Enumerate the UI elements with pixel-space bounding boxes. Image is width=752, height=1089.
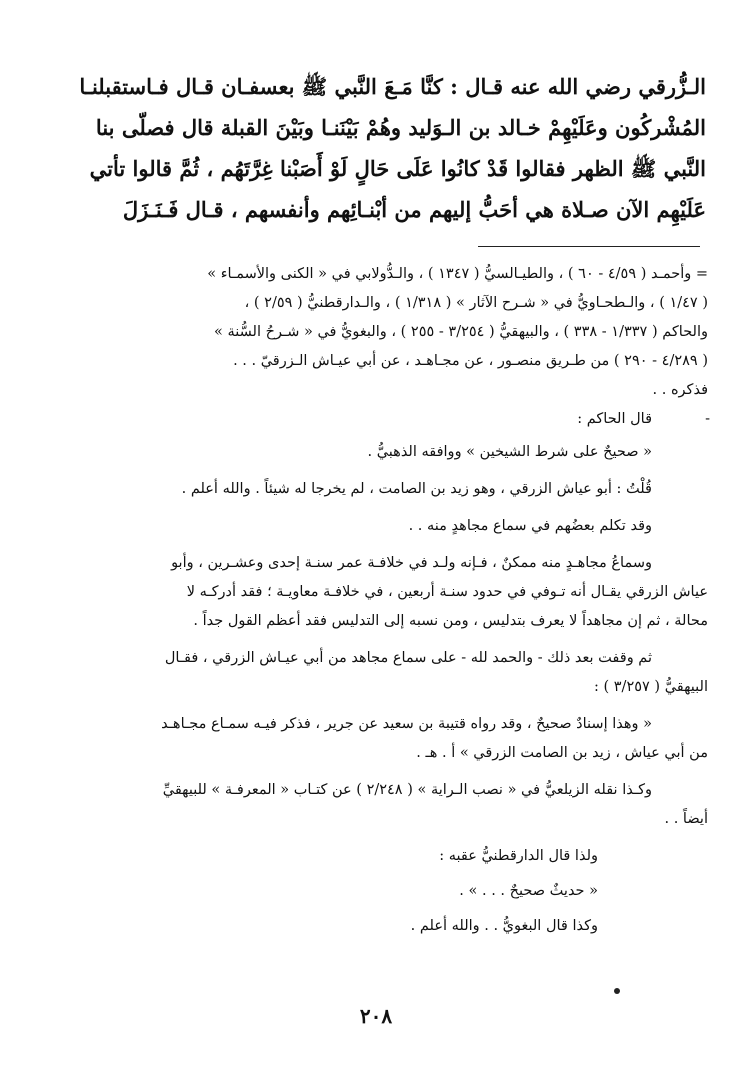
- isnad-line: « وهذا إسنادٌ صحيحٌ ، وقد رواه قتيبة بن سعيد عن جرير ، فذكر فيـه سمـاع مجـاهـد: [161, 716, 652, 732]
- footnote-line: ( ١/٤٧ ) ، والـطحـاويُّ في « شـرح الآثار » ( ١/٣١٨ ) ، والـدارقطنيُّ ( ٢/٥٩ ) ،: [244, 295, 708, 311]
- zaylai-paragraph: [40, 776, 708, 834]
- main-text-line: المُشْركُون وعَلَيْهِمْ خـالد بن الـوَليد وهُمْ بَيْنَنـا وبَيْنَ القبلة قال فصلّى بنا: [95, 115, 706, 140]
- dash-marker: -: [705, 411, 710, 427]
- footnote-line: = وأحمـد ( ٤/٥٩ - ٦٠ ) ، والطيـالسيُّ ( ١٣٤٧ ) ، والـدُّولابي في « الكنى والأسمـاء »: [207, 266, 708, 282]
- sama-line: عياش الزرقي يقـال أنه تـوفي في حدود سنـة أربعين ، في خلافـة معاويـة ؛ فقد أدركـه لا: [186, 584, 708, 600]
- footnote-line: فذكره . .: [652, 382, 708, 398]
- qultu-line: قُلْتُ : أبو عياش الزرقي ، وهو زيد بن الصامت ، لم يخرجا له شيئاً . والله أعلم .: [181, 481, 652, 497]
- baghawi-line: وكذا قال البغويُّ . . والله أعلم .: [410, 918, 598, 934]
- main-text: [42, 66, 706, 230]
- main-text-line: عَلَيْهِم الآن صـلاة هي أحَبُّ إليهم من أبْنـائِهم وأنفسهم ، قـال فَـنَـزَلَ: [122, 197, 706, 222]
- footnote-line: ( ٤/٢٨٩ - ٢٩٠ ) من طـريق منصـور ، عن مجـاهـد ، عن أبي عيـاش الـزرقيّ . . .: [233, 353, 708, 369]
- daraqutni-label: ولذا قال الدارقطنيُّ عقبه :: [439, 848, 598, 864]
- hakim-quote: « صحيحٌ على شرط الشيخين » ووافقه الذهبيُّ .: [367, 444, 652, 460]
- waqaftu-line: ثم وقفت بعد ذلك - والحمد لله - على سماع مجاهد من أبي عيـاش الزرقي ، فقـال: [164, 650, 652, 666]
- hakim-paragraph: [40, 405, 708, 467]
- hakim-label: قال الحاكم :: [577, 411, 652, 427]
- waqaftu-paragraph: [40, 644, 708, 702]
- footnotes: [40, 260, 708, 949]
- footnote-references: [40, 260, 708, 405]
- footnote-separator: [478, 246, 700, 247]
- zaylai-line: وكـذا نقله الزيلعيُّ في « نصب الـراية » ( ٢/٢٤٨ ) عن كتـاب « المعرفـة » للبيهقيِّ: [162, 782, 652, 798]
- footnote-line: والحاكم ( ١/٣٣٧ - ٣٣٨ ) ، والبيهقيُّ ( ٣/٢٥٤ - ٢٥٥ ) ، والبغويُّ في « شـرحُ السُّنة »: [213, 324, 708, 340]
- main-text-line: الـزُّرقي رضي الله عنه قـال : كنَّا مَـعَ النَّبي ﷺ بعسفـان قـال فـاستقبلنـا: [79, 74, 706, 99]
- daraqutni-paragraph: [40, 842, 708, 941]
- sama-line: وسماعُ مجاهـدٍ منه ممكنٌ ، فـإنه ولـد في خلافـة عمر سنـة إحدى وعشـرين ، وأبو: [171, 555, 652, 571]
- zaylai-line: أيضاً . .: [664, 811, 708, 827]
- qultu-paragraph: [40, 475, 708, 504]
- waqaftu-line: البيهقيُّ ( ٣/٢٥٧ ) :: [594, 679, 708, 695]
- sama-paragraph: [40, 549, 708, 636]
- main-text-line: النَّبي ﷺ الظهر فقالوا قَدْ كانُوا عَلَى حَالٍ لَوْ أَصَبْنا غِرَّتَهُم ، ثُمَّ قالوا تأتي: [89, 156, 706, 181]
- sama-line: محالة ، ثم إن مجاهداً لا يعرف بتدليس ، ومن نسبه إلى التدليس فقد أعظم القول جداً .: [193, 613, 708, 629]
- kalam-paragraph: [40, 512, 708, 541]
- bullet-mark: [614, 988, 620, 994]
- kalam-line: وقد تكلم بعضُهم في سماع مجاهدٍ منه . .: [408, 518, 652, 534]
- page-number: ٢٠٨: [359, 1004, 393, 1028]
- isnad-paragraph: [40, 710, 708, 768]
- daraqutni-quote: « حديثٌ صحيحٌ . . . » .: [459, 883, 598, 899]
- isnad-line: من أبي عياش ، زيد بن الصامت الزرقي » أ . هـ .: [416, 745, 708, 761]
